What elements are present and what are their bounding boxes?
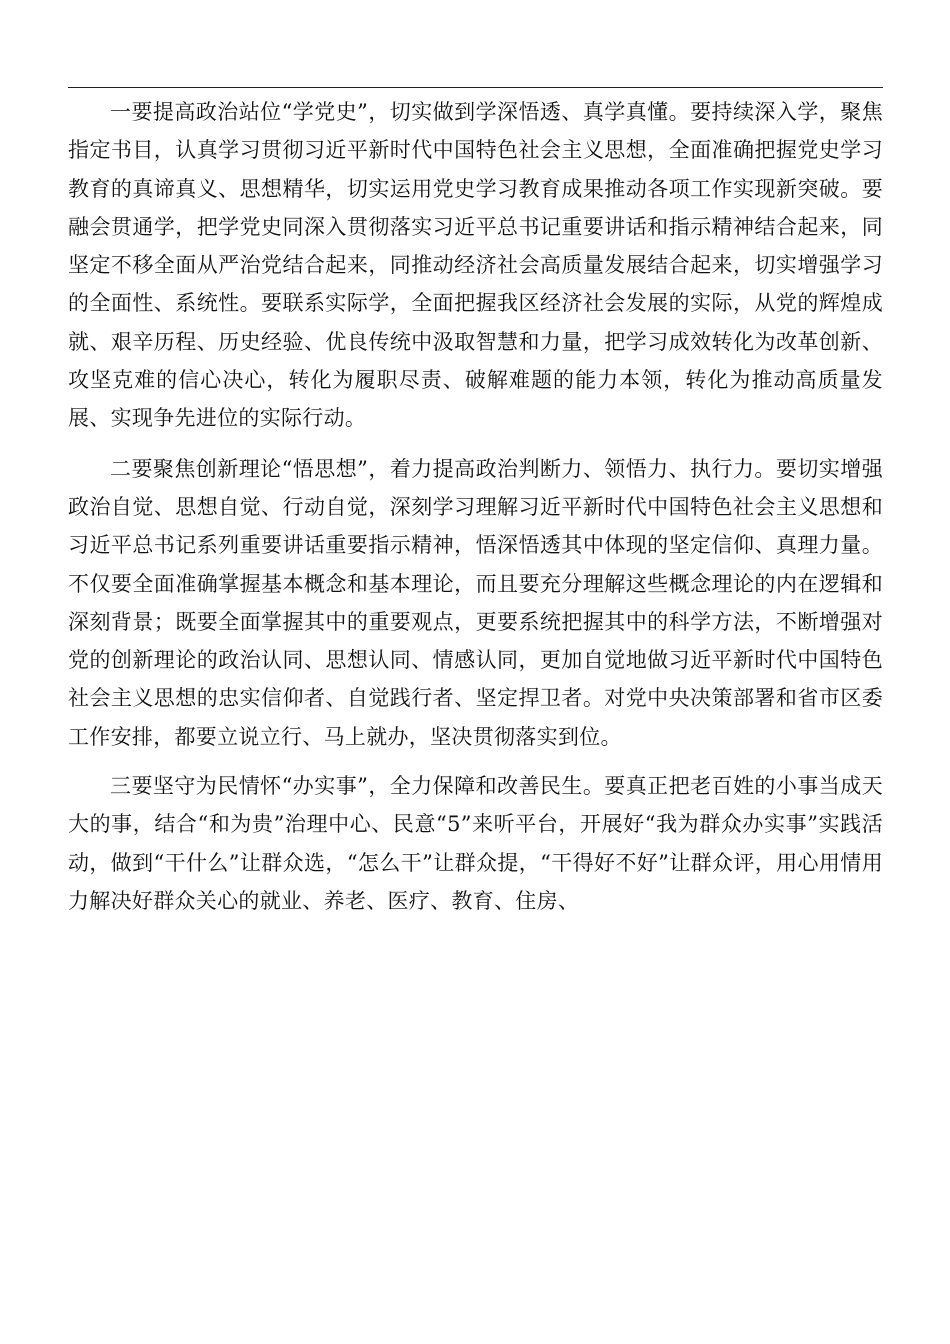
header-rule <box>68 87 883 88</box>
paragraph-1: 一要提高政治站位“学党史”，切实做到学深悟透、真学真懂。要持续深入学，聚焦指定书目，认真学习贯彻习近平新时代中国特色社会主义思想，全面准确把握党史学习教育的真谛真义、思想精华，切实运用党史学习教育成果推动各项工作实现新突破。要融会贯通学，把学党史同深入贯彻落实习近平总书记重要讲话和指示精神结合起来，同坚定不移全面从严治党结合起来，同推动经济社会高质量发展结合起来，切实增强学习的全面性、系统性。要联系实际学，全面把握我区经济社会发展的实际，从党的辉煌成就、艰辛历程、历史经验、优良传统中汲取智慧和力量，把学习成效转化为改革创新、攻坚克难的信心决心，转化为履职尽责、破解难题的能力本领，转化为推动高质量发展、实现争先进位的实际行动。 <box>68 100 883 431</box>
document-body <box>68 93 883 920</box>
paragraph-3: 三要坚守为民情怀“办实事”，全力保障和改善民生。要真正把老百姓的小事当成天大的事，结合“和为贵”治理中心、民意“5”来听平台，开展好“我为群众办实事”实践活动，做到“干什么”让群众选，“怎么干”让群众提，“干得好不好”让群众评，用心用情用力解决好群众关心的就业、养老、医疗、教育、住房、 <box>68 774 883 913</box>
paragraph-2: 二要聚焦创新理论“悟思想”，着力提高政治判断力、领悟力、执行力。要切实增强政治自觉、思想自觉、行动自觉，深刻学习理解习近平新时代中国特色社会主义思想和习近平总书记系列重要讲话重要指示精神，悟深悟透其中体现的坚定信仰、真理力量。不仅要全面准确掌握基本概念和基本理论，而且要充分理解这些概念理论的内在逻辑和深刻背景；既要全面掌握其中的重要观点，更要系统把握其中的科学方法，不断增强对党的创新理论的政治认同、思想认同、情感认同，更加自觉地做习近平新时代中国特色社会主义思想的忠实信仰者、自觉践行者、坚定捍卫者。对党中央决策部署和省市区委工作安排，都要立说立行、马上就办，坚决贯彻落实到位。 <box>68 456 883 749</box>
